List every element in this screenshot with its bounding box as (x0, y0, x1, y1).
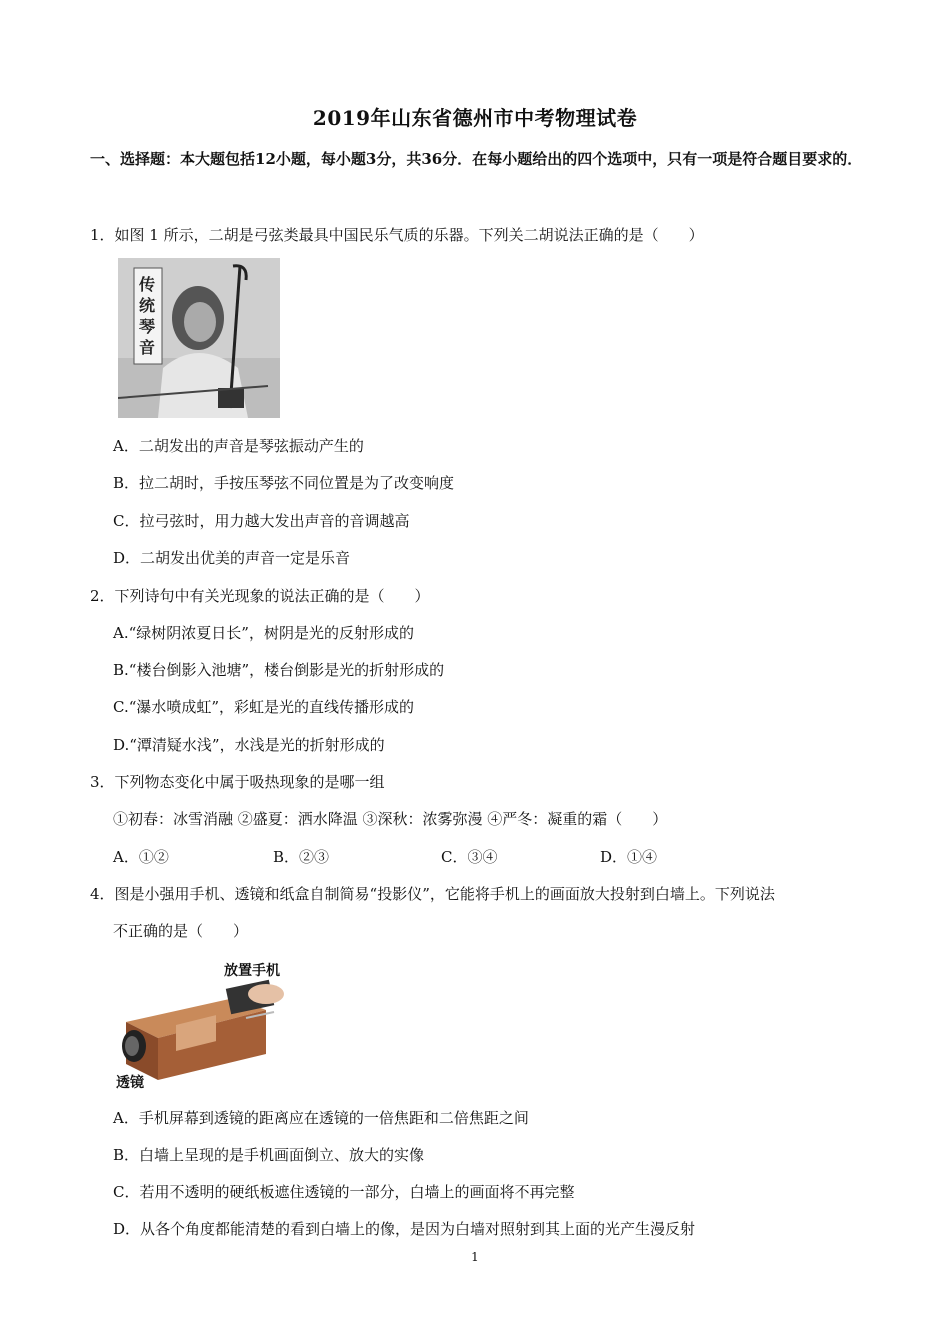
q1-option-d: D．二胡发出优美的声音一定是乐音 (113, 549, 351, 567)
q1-option-a: A．二胡发出的声音是琴弦振动产生的 (113, 437, 364, 455)
question-4-stem: 4．图是小强用手机、透镜和纸盒自制简易“投影仪”，它能将手机上的画面放大投射到白墙上。下列说法 (90, 885, 775, 903)
section-heading: 一、选择题：本大题包括12小题，每小题3分，共36分．在每小题给出的四个选项中，只有一项是符合题目要求的． (90, 150, 863, 168)
question-3-conditions: ①初春：冰雪消融 ②盛夏：洒水降温 ③深秋：浓雾弥漫 ④严冬：凝重的霜（ ） (113, 810, 668, 828)
page-title: 2019年山东省德州市中考物理试卷 (312, 106, 638, 130)
q4-option-d: D．从各个角度都能清楚的看到白墙上的像，是因为白墙对照射到其上面的光产生漫反射 (113, 1220, 696, 1238)
label-lens: 透镜 (116, 1075, 144, 1091)
q4-option-c: C．若用不透明的硬纸板遮住透镜的一部分，白墙上的画面将不再完整 (113, 1183, 575, 1201)
q3-option-c: C．③④ (441, 848, 498, 866)
erhu-figure (118, 258, 280, 418)
q3-option-a: A．①② (113, 848, 169, 866)
question-4-stem-cont: 不正确的是（ ） (113, 922, 249, 940)
question-2-stem: 2．下列诗句中有关光现象的说法正确的是（ ） (90, 587, 430, 605)
label-phone: 放置手机 (224, 963, 280, 979)
figure-caption-vertical: 传统琴音 (139, 275, 156, 357)
projector-figure (116, 960, 288, 1092)
q3-option-d: D．①④ (600, 848, 658, 866)
q2-option-b: B.“楼台倒影入池塘”，楼台倒影是光的折射形成的 (113, 661, 445, 679)
q2-option-c: C.“瀑水喷成虹”，彩虹是光的直线传播形成的 (113, 698, 415, 716)
q2-option-d: D.“潭清疑水浅”，水浅是光的折射形成的 (113, 736, 385, 754)
q1-option-c: C．拉弓弦时，用力越大发出声音的音调越高 (113, 512, 410, 530)
page-number: 1 (471, 1250, 479, 1264)
q1-option-b: B．拉二胡时，手按压琴弦不同位置是为了改变响度 (113, 474, 455, 492)
q4-option-a: A．手机屏幕到透镜的距离应在透镜的一倍焦距和二倍焦距之间 (113, 1109, 529, 1127)
q3-option-b: B．②③ (273, 848, 330, 866)
q4-option-b: B．白墙上呈现的是手机画面倒立、放大的实像 (113, 1146, 425, 1164)
question-3-stem: 3．下列物态变化中属于吸热现象的是哪一组 (90, 773, 385, 791)
question-1-stem: 1．如图 1 所示，二胡是弓弦类最具中国民乐气质的乐器。下列关二胡说法正确的是（ ） (90, 226, 704, 244)
q2-option-a: A.“绿树阴浓夏日长”，树阴是光的反射形成的 (113, 624, 414, 642)
